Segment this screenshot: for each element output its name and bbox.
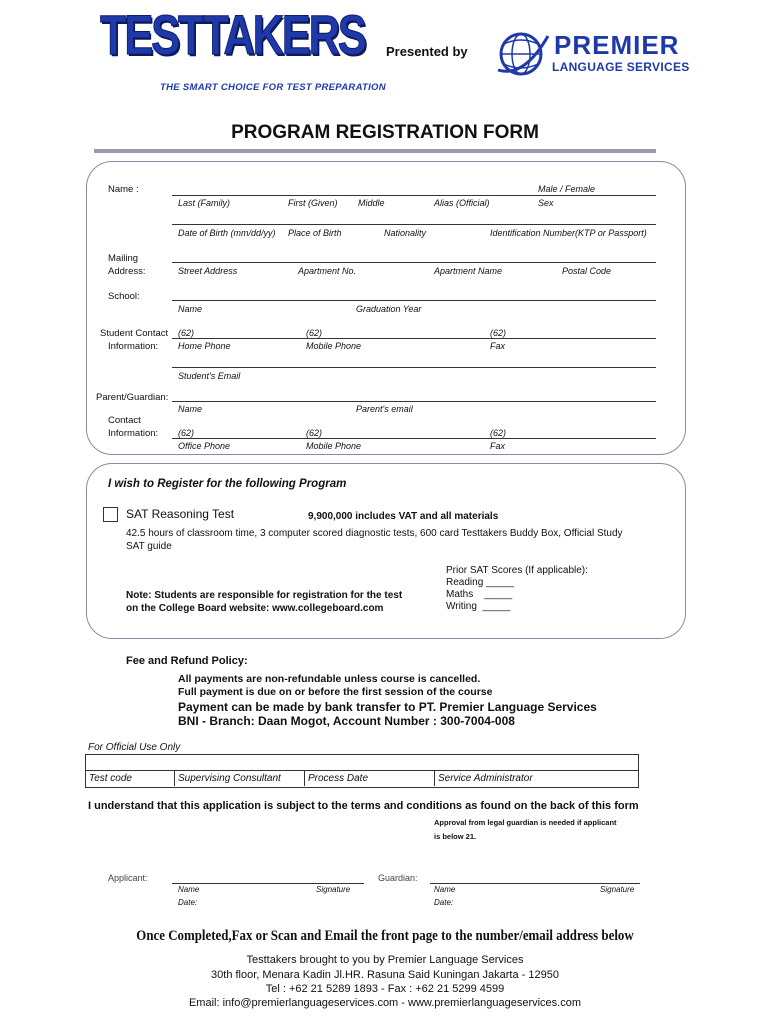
guardian-name-label: Name bbox=[434, 885, 456, 894]
terms-statement: I understand that this application is subject to the terms and conditions as found on the back of this form bbox=[88, 800, 639, 812]
reading-score[interactable]: Reading _____ bbox=[446, 577, 514, 588]
email-field-line[interactable] bbox=[172, 367, 656, 368]
mobile-code: (62) bbox=[306, 328, 323, 338]
dob-label: Date of Birth (mm/dd/yy) bbox=[178, 228, 276, 238]
parent-name-label: Name bbox=[178, 404, 203, 414]
school-label: School: bbox=[108, 291, 140, 302]
mobile-phone-label: Mobile Phone bbox=[306, 341, 362, 351]
program-name: SAT Reasoning Test bbox=[126, 507, 235, 521]
school-field-line[interactable] bbox=[172, 300, 656, 301]
title-divider bbox=[94, 149, 656, 153]
applicant-sign-line[interactable] bbox=[172, 883, 364, 884]
parent-fax-label: Fax bbox=[490, 441, 506, 451]
parent-label: Parent/Guardian: bbox=[96, 392, 169, 403]
maths-score[interactable]: Maths _____ bbox=[446, 589, 513, 600]
middle-name-label: Middle bbox=[358, 198, 385, 208]
parent-mobile-code: (62) bbox=[306, 428, 323, 438]
name-label: Name : bbox=[108, 184, 139, 195]
parent-phone-line[interactable] bbox=[172, 438, 656, 439]
premier-logo-sub: LANGUAGE SERVICES bbox=[552, 60, 690, 74]
form-title: PROGRAM REGISTRATION FORM bbox=[231, 122, 539, 143]
grad-year-label: Graduation Year bbox=[356, 304, 422, 314]
applicant-signature-label: Signature bbox=[316, 885, 351, 894]
policy-heading: Fee and Refund Policy: bbox=[126, 655, 248, 667]
policy-line-1: All payments are non-refundable unless course is cancelled. bbox=[178, 673, 481, 685]
gender-options: Male / Female bbox=[538, 184, 596, 194]
process-date-cell[interactable]: Process Date bbox=[305, 771, 435, 786]
home-code: (62) bbox=[178, 328, 195, 338]
mailing-label-2: Address: bbox=[108, 266, 146, 277]
testtakers-logo: TESTTAKERS bbox=[100, 3, 365, 66]
footer-line-2: 30th floor, Menara Kadin Jl.HR. Rasuna Said Kuningan Jakarta - 12950 bbox=[211, 969, 559, 981]
guardian-date-label: Date: bbox=[434, 898, 454, 907]
test-code-cell[interactable]: Test code bbox=[86, 771, 175, 786]
policy-line-3: Payment can be made by bank transfer to PT. Premier Language Services bbox=[178, 700, 597, 714]
nationality-label: Nationality bbox=[384, 228, 427, 238]
footer-line-1: Testtakers brought to you by Premier Language Services bbox=[246, 954, 524, 966]
policy-line-4: BNI - Branch: Daan Mogot, Account Number : 300-7004-008 bbox=[178, 714, 515, 728]
approval-note-2: is below 21. bbox=[434, 832, 477, 841]
globe-icon bbox=[496, 26, 550, 80]
id-number-label: Identification Number(KTP or Passport) bbox=[490, 228, 647, 238]
writing-score[interactable]: Writing _____ bbox=[446, 601, 511, 612]
office-phone-label: Office Phone bbox=[178, 441, 231, 451]
applicant-label: Applicant: bbox=[108, 873, 148, 883]
office-code: (62) bbox=[178, 428, 195, 438]
parent-fax-code: (62) bbox=[490, 428, 507, 438]
parent-contact-label-1: Contact bbox=[108, 415, 141, 426]
program-price: 9,900,000 includes VAT and all materials bbox=[308, 511, 499, 522]
program-desc-1: 42.5 hours of classroom time, 3 computer scored diagnostic tests, 600 card Testtakers Buddy Box, Official Study bbox=[126, 528, 623, 539]
footer-line-3: Tel : +62 21 5289 1893 - Fax : +62 21 5299 4599 bbox=[265, 983, 505, 995]
service-admin-cell[interactable]: Service Administrator bbox=[438, 773, 533, 784]
note-line-2: on the College Board website: www.collegeboard.com bbox=[126, 603, 384, 614]
guardian-signature-label: Signature bbox=[600, 885, 635, 894]
apt-no-label: Apartment No. bbox=[298, 266, 357, 276]
applicant-date-label: Date: bbox=[178, 898, 198, 907]
birth-field-line[interactable] bbox=[172, 224, 656, 225]
student-contact-label-1: Student Contact bbox=[100, 328, 169, 339]
policy-line-2: Full payment is due on or before the first session of the course bbox=[178, 686, 493, 698]
parent-mobile-label: Mobile Phone bbox=[306, 441, 362, 451]
address-field-line[interactable] bbox=[172, 262, 656, 263]
home-phone-label: Home Phone bbox=[178, 341, 231, 351]
logo-tagline: THE SMART CHOICE FOR TEST PREPARATION bbox=[160, 82, 386, 93]
pob-label: Place of Birth bbox=[288, 228, 342, 238]
student-contact-label-2: Information: bbox=[108, 341, 159, 352]
approval-note-1: Approval from legal guardian is needed if applicant bbox=[434, 818, 617, 827]
last-name-label: Last (Family) bbox=[178, 198, 231, 208]
note-line-1: Note: Students are responsible for registration for the test bbox=[126, 590, 403, 601]
guardian-sign-line[interactable] bbox=[430, 883, 640, 884]
apt-name-label: Apartment Name bbox=[434, 266, 503, 276]
footer-line-4: Email: info@premierlanguageservices.com - www.premierlanguageservices.com bbox=[188, 997, 582, 1009]
parent-email-label: Parent's email bbox=[356, 404, 413, 414]
sat-checkbox[interactable] bbox=[103, 507, 118, 522]
street-label: Street Address bbox=[178, 266, 238, 276]
official-use-row bbox=[86, 771, 638, 787]
first-name-label: First (Given) bbox=[288, 198, 338, 208]
parent-field-line[interactable] bbox=[172, 401, 656, 402]
consultant-cell[interactable]: Supervising Consultant bbox=[175, 771, 305, 786]
applicant-name-label: Name bbox=[178, 885, 200, 894]
program-heading: I wish to Register for the following Program bbox=[108, 478, 347, 490]
prior-scores-title: Prior SAT Scores (If applicable): bbox=[446, 565, 588, 576]
alias-label: Alias (Official) bbox=[434, 198, 490, 208]
mailing-label-1: Mailing bbox=[108, 253, 139, 264]
program-desc-2: SAT guide bbox=[126, 541, 172, 552]
fax-label: Fax bbox=[490, 341, 506, 351]
presented-by: Presented by bbox=[386, 44, 468, 59]
premier-logo-text: PREMIER bbox=[554, 30, 680, 60]
footer-cta: Once Completed,Fax or Scan and Email the front page to the number/email address below bbox=[136, 928, 634, 944]
student-email-label: Student's Email bbox=[178, 371, 241, 381]
guardian-label: Guardian: bbox=[378, 873, 418, 883]
parent-contact-label-2: Information: bbox=[108, 428, 159, 439]
sex-label: Sex bbox=[538, 198, 554, 208]
official-use-title: For Official Use Only bbox=[88, 742, 181, 753]
fax-code: (62) bbox=[490, 328, 507, 338]
official-use-table bbox=[85, 754, 639, 788]
school-name-label: Name bbox=[178, 304, 203, 314]
student-phone-line[interactable] bbox=[172, 338, 656, 339]
name-field-line[interactable] bbox=[172, 195, 656, 196]
postal-label: Postal Code bbox=[562, 266, 612, 276]
